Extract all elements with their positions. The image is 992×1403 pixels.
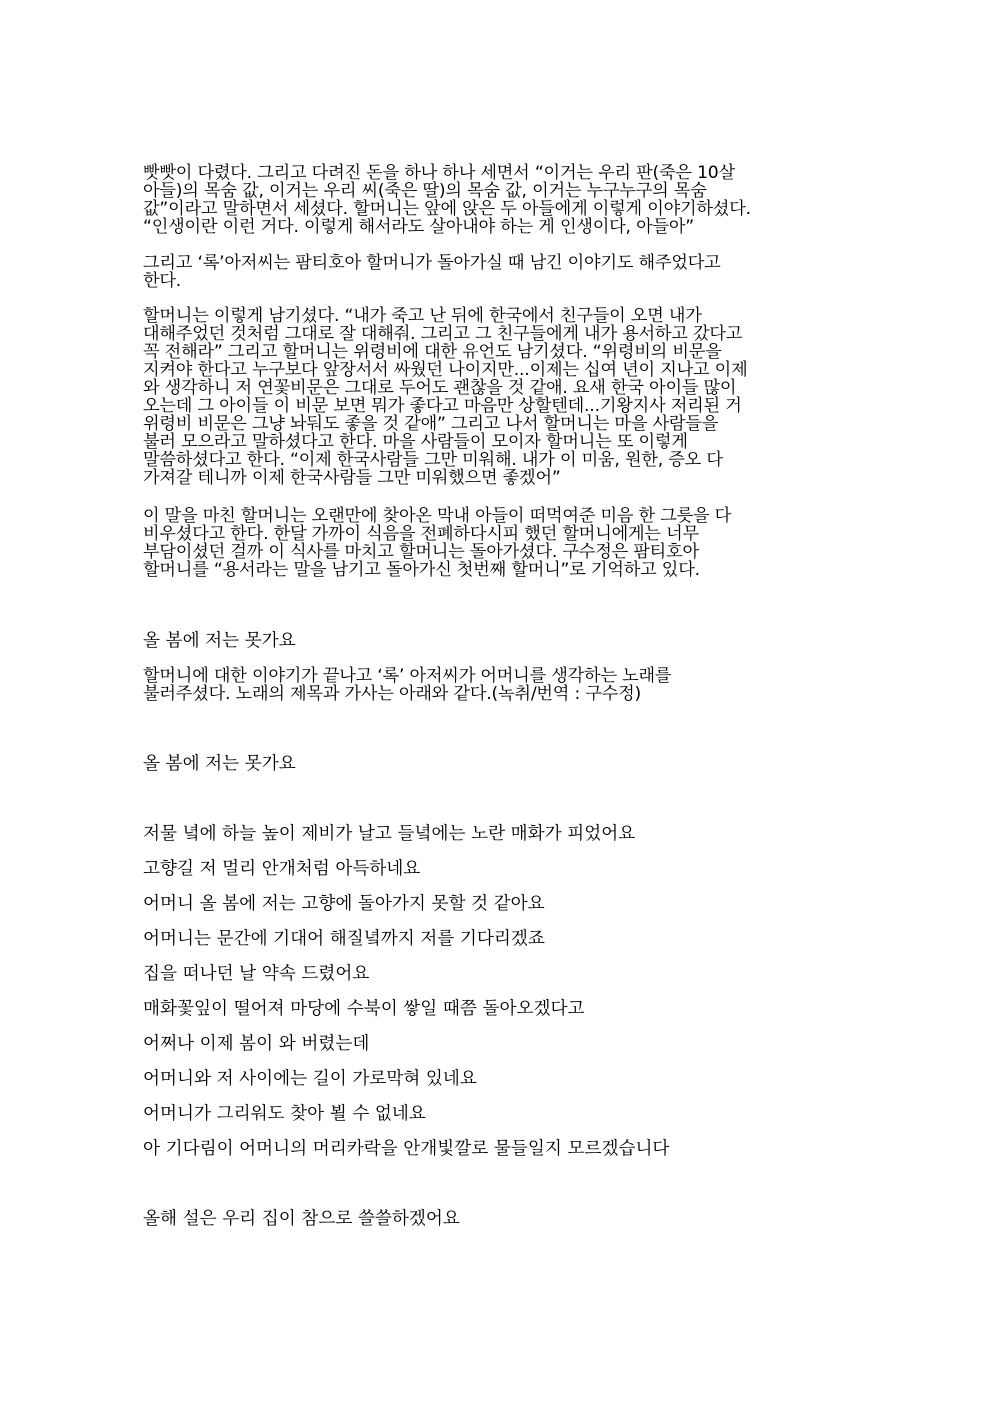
paragraph-rok-story [143, 254, 858, 290]
paragraph-final-meal [143, 507, 858, 579]
paragraph-line: 위령비 비문은 그냥 놔둬도 좋을 것 같애” 그리고 나서 할머니는 마을 사람들을 [143, 414, 719, 434]
lyric-line: 어머니가 그리워도 찾아 뵐 수 없네요 [143, 1104, 426, 1124]
paragraph-line: 값”이라고 말하면서 세셨다. 할머니는 앞에 앉은 두 아들에게 이렇게 이야기하셨다. [143, 199, 751, 219]
paragraph-line: 오는데 그 아이들 이 비문 보면 뭐가 좋다고 마음만 상할텐데...기왕지사 저리된 거 [143, 396, 742, 416]
paragraph-line: 아들)의 목숨 값, 이거는 우리 씨(죽은 딸)의 목숨 값, 이거는 누구누구의 목숨 [143, 181, 707, 201]
lyric-line: 고향길 저 멀리 안개처럼 아득하네요 [143, 859, 421, 879]
paragraph-line: 이 말을 마친 할머니는 오랜만에 찾아온 막내 아들이 떠먹여준 미음 한 그릇을 다 [143, 506, 732, 526]
lyric-line: 어머니 올 봄에 저는 고향에 돌아가지 못할 것 같아요 [143, 894, 545, 914]
lyric-line: 아 기다림이 어머니의 머리카락을 안개빛깔로 물들일지 모르겠습니다 [143, 1139, 670, 1159]
paragraph-line: 꼭 전해라” 그리고 할머니는 위령비에 대한 유언도 남기셨다. “위령비의 비문을 [143, 342, 722, 362]
paragraph-line: 할머니는 이렇게 남기셨다. “내가 죽고 난 뒤에 한국에서 친구들이 오면 내가 [143, 306, 702, 326]
song-title: 올 봄에 저는 못가요 [143, 754, 296, 774]
paragraph-line: 할머니에 대한 이야기가 끝나고 ‘록’ 아저씨가 어머니를 생각하는 노래를 [143, 666, 672, 686]
paragraph-last-words [143, 307, 858, 487]
lyric-line: 저물 녘에 하늘 높이 제비가 날고 들녘에는 노란 매화가 피었어요 [143, 824, 636, 844]
closing-line: 올해 설은 우리 집이 참으로 쓸쓸하겠어요 [143, 1209, 460, 1229]
paragraph-money-counting [143, 164, 858, 236]
paragraph-line: 그리고 ‘록’아저씨는 팜티호아 할머니가 돌아가실 때 남긴 이야기도 해주었다고 [143, 253, 721, 273]
section-title: 올 봄에 저는 못가요 [143, 631, 296, 651]
lyric-line: 어쩌나 이제 봄이 와 버렸는데 [143, 1034, 370, 1054]
paragraph-line: 불러 모으라고 말하셨다고 한다. 마을 사람들이 모이자 할머니는 또 이렇게 [143, 432, 688, 452]
paragraph-line: “인생이란 이런 거다. 이렇게 해서라도 살아내야 하는 게 인생이다, 아들아” [143, 217, 694, 237]
lyric-line: 매화꽃잎이 떨어져 마당에 수북이 쌓일 때쯤 돌아오겠다고 [143, 999, 585, 1019]
paragraph-song-intro [143, 667, 858, 703]
paragraph-line: 한다. [143, 271, 182, 291]
paragraph-line: 할머니를 “용서라는 말을 남기고 돌아가신 첫번째 할머니”로 기억하고 있다. [143, 560, 700, 580]
paragraph-line: 비우셨다고 한다. 한달 가까이 식음을 전폐하다시피 했던 할머니에게는 너무 [143, 524, 699, 544]
paragraph-line: 지켜야 한다고 누구보다 앞장서서 싸웠던 나이지만...이제는 십여 년이 지나고 이제 [143, 360, 748, 380]
paragraph-line: 불러주셨다. 노래의 제목과 가사는 아래와 같다.(녹취/번역 : 구수정) [143, 684, 642, 704]
lyric-line: 집을 떠나던 날 약속 드렸어요 [143, 964, 370, 984]
paragraph-line: 대해주었던 것처럼 그대로 잘 대해줘. 그리고 그 친구들에게 내가 용서하고 갔다고 [143, 324, 743, 344]
paragraph-line: 말씀하셨다고 한다. “이제 한국사람들 그만 미워해. 내가 이 미움, 원한, 증오 다 [143, 450, 723, 470]
paragraph-line: 빳빳이 다렸다. 그리고 다려진 돈을 하나 하나 세면서 “이거는 우리 판(죽은 10살 [143, 163, 735, 183]
paragraph-line: 와 생각하니 저 연꽃비문은 그대로 두어도 괜찮을 것 같애. 요새 한국 아이들 많이 [143, 378, 737, 398]
lyric-line: 어머니와 저 사이에는 길이 가로막혀 있네요 [143, 1069, 477, 1089]
paragraph-line: 가져갈 테니까 이제 한국사람들 그만 미워했으면 좋겠어” [143, 468, 561, 488]
lyric-line: 어머니는 문간에 기대어 해질녘까지 저를 기다리겠죠 [143, 929, 545, 949]
paragraph-line: 부담이셨던 걸까 이 식사를 마치고 할머니는 돌아가셨다. 구수정은 팜티호아 [143, 542, 699, 562]
